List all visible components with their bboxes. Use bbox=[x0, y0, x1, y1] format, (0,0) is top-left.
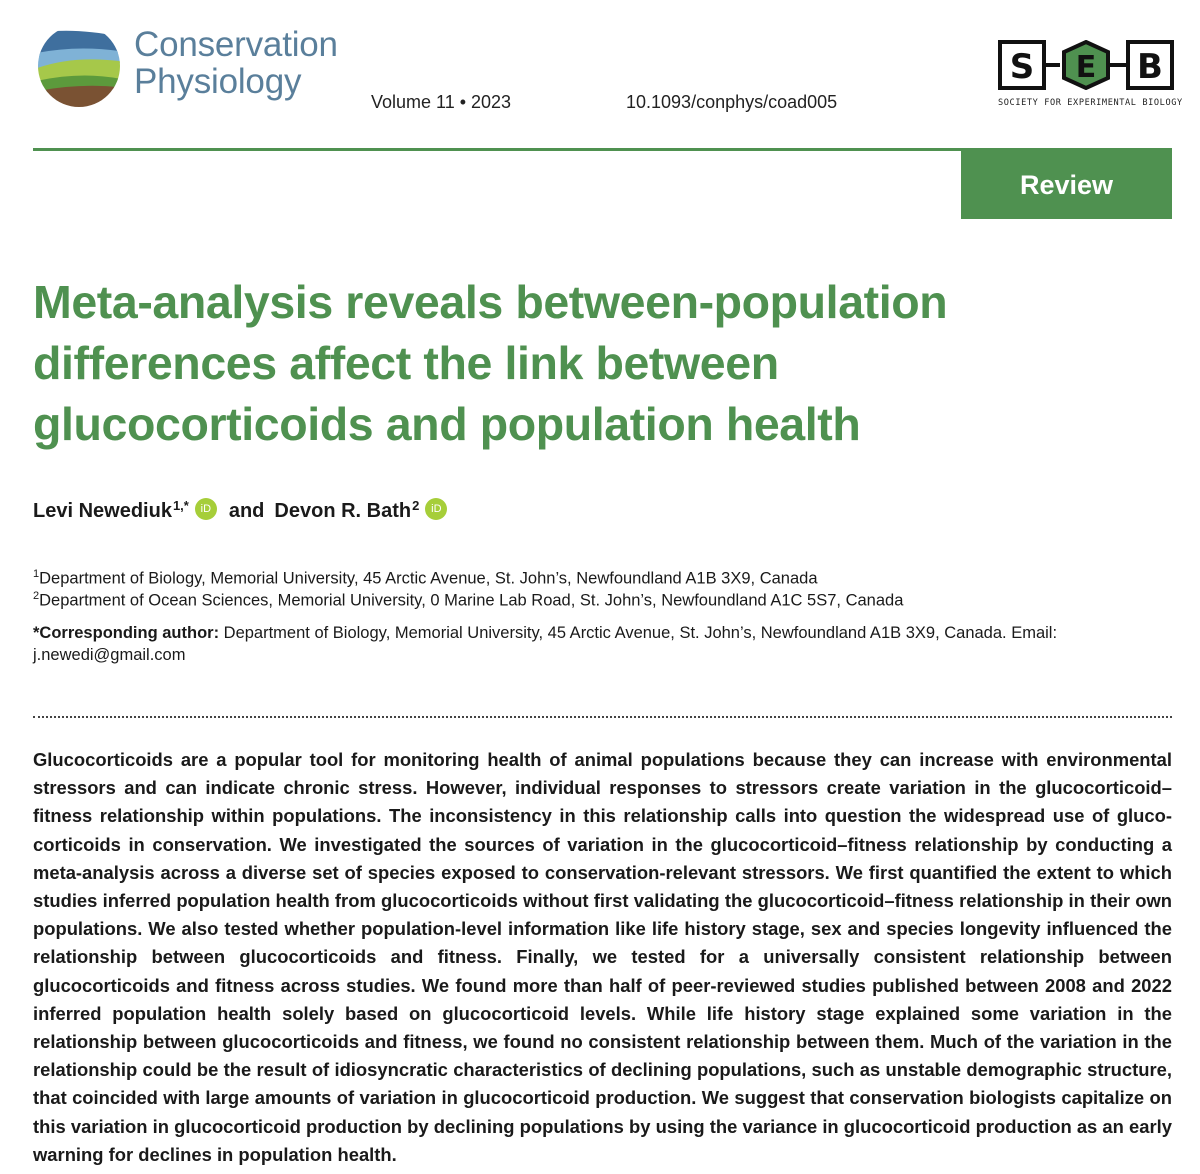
affiliation-1 bbox=[33, 568, 818, 589]
section-divider bbox=[33, 716, 1172, 718]
affiliation-2-text: Department of Ocean Sciences, Memorial University, 0 Marine Lab Road, St. John’s, Newfoundland A1C 5S7, Canada bbox=[39, 591, 904, 610]
author-1-affil: 1,* bbox=[172, 498, 189, 513]
seb-letters-icon bbox=[998, 40, 1174, 90]
orcid-icon[interactable]: iD bbox=[195, 498, 217, 520]
volume-year: Volume 11 • 2023 bbox=[371, 92, 512, 112]
journal-name-line2: Physiology bbox=[134, 62, 302, 101]
affiliation-1-text: Department of Biology, Memorial University, 45 Arctic Avenue, St. John’s, Newfoundland A1B 3X9, Canada bbox=[39, 569, 818, 588]
journal-logo bbox=[32, 20, 338, 112]
author-2-name[interactable]: Devon R. Bath bbox=[274, 500, 412, 522]
doi[interactable]: 10.1093/conphys/coad005 bbox=[626, 92, 838, 112]
title-line-1: Meta-analysis reveals between-population bbox=[33, 276, 948, 328]
orcid-icon[interactable]: iD bbox=[425, 498, 447, 520]
affiliation-2-num: 2 bbox=[33, 590, 40, 602]
journal-name bbox=[134, 26, 338, 100]
article-type-badge: Review bbox=[961, 151, 1172, 219]
seb-caption: SOCIETY FOR EXPERIMENTAL BIOLOGY bbox=[998, 98, 1183, 108]
landscape-logo-icon bbox=[32, 24, 126, 108]
author-2-affil: 2 bbox=[412, 498, 420, 513]
article-title bbox=[33, 272, 1033, 455]
author-connector: and bbox=[228, 500, 265, 522]
author-list bbox=[33, 500, 447, 523]
seb-logo bbox=[998, 40, 1183, 110]
abstract-text: Glucocorticoids are a popular tool for monitoring health of animal populations because they can increase with environmental stressors and can indicate chronic stress. However, individual responses to stressors create variation in the glucocorticoid–fitness relationship within populations. The inconsistency in this relationship calls into question the widespread use of gluco-corticoids in conservation. We investigated the sources of variation in the glucocorticoid–fitness relationship by conducting a meta-analysis across a diverse set of species exposed to conservation-relevant stressors. We first quantified the extent to which studies inferred population health from glucocorticoids without first validating the glucocorticoid–fitness relationship in their own populations. We also tested whether population-level information like life history stage, sex and species longevity influenced the relationship between glucocorticoids and fitness. Finally, we tested for a universally consistent relationship between glucocorticoids and fitness across studies. We found more than half of peer-reviewed studies published between 2008 and 2022 inferred population health solely based on glucocorticoid levels. While life history stage explained some variation in the relationship between glucocorticoids and fitness, we found no consistent relationship between them. Much of the variation in the relationship could be the result of idiosyncratic characteristics of declining populations, such as unstable demographic structure, that coincided with large amounts of variation in glucocorticoid production. We suggest that conservation biologists capitalize on this variation in glucocorticoid production by declining populations by using the variance in glucocorticoid production as an early warning for declines in population health. bbox=[33, 749, 1172, 1165]
corresponding-text: Department of Biology, Memorial University, 45 Arctic Avenue, St. John’s, Newfoundland A1B 3X9, Canada. Email: j.newedi@gmail.com bbox=[33, 624, 1058, 664]
seb-letter-b: B bbox=[1137, 47, 1163, 87]
affiliation-2 bbox=[33, 590, 903, 611]
author-1-name[interactable]: Levi Newediuk bbox=[33, 500, 172, 522]
title-line-2: differences affect the link between bbox=[33, 337, 779, 389]
seb-letter-s: S bbox=[1009, 47, 1035, 87]
seb-letter-e: E bbox=[1075, 50, 1097, 85]
journal-name-line1: Conservation bbox=[134, 25, 338, 64]
corresponding-author bbox=[33, 622, 1173, 666]
corresponding-label: *Corresponding author: bbox=[33, 624, 220, 642]
title-line-3: glucocorticoids and population health bbox=[33, 398, 861, 450]
affiliation-1-num: 1 bbox=[33, 568, 40, 580]
